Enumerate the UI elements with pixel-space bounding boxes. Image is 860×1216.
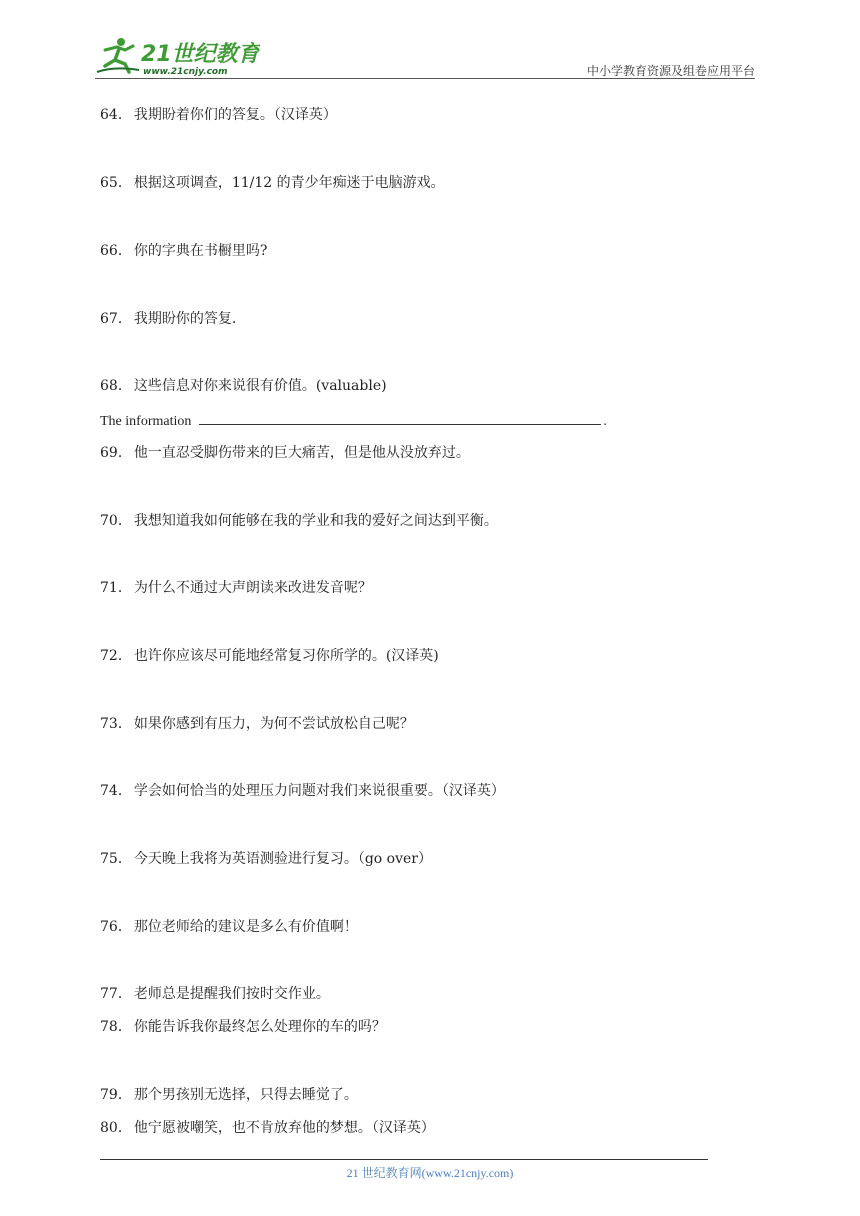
- question-72: 72． 也许你应该尽可能地经常复习你所学的。(汉译英): [100, 648, 439, 664]
- runner-icon: [97, 38, 139, 72]
- answer-blank[interactable]: [199, 410, 601, 425]
- question-74: 74． 学会如何恰当的处理压力问题对我们来说很重要。（汉译英）: [100, 783, 505, 799]
- question-76: 76． 那位老师给的建议是多么有价值啊！: [100, 919, 358, 935]
- answer-suffix: .: [603, 414, 607, 429]
- question-77: 77． 老师总是提醒我们按时交作业。: [100, 986, 330, 1002]
- header-divider: [95, 78, 755, 79]
- answer-prefix: The information: [100, 414, 192, 429]
- logo-21cnjy: [95, 36, 260, 78]
- question-79: 79． 那个男孩别无选择，只得去睡觉了。: [100, 1087, 358, 1103]
- question-66: 66． 你的字典在书橱里吗?: [100, 243, 268, 259]
- question-78: 78． 你能告诉我你最终怎么处理你的车的吗？: [100, 1019, 386, 1035]
- question-65: 65． 根据这项调查，11/12 的青少年痴迷于电脑游戏。: [100, 175, 445, 191]
- logo-url: www.21cnjy.com: [143, 67, 228, 77]
- question-75: 75． 今天晚上我将为英语测验进行复习。（go over）: [100, 851, 432, 867]
- question-70: 70． 我想知道我如何能够在我的学业和我的爱好之间达到平衡。: [100, 513, 498, 529]
- question-64: 64． 我期盼着你们的答复。（汉译英）: [100, 107, 337, 123]
- question-68: 68． 这些信息对你来说很有价值。(valuable): [100, 378, 387, 394]
- question-67: 67． 我期盼你的答复.: [100, 311, 237, 327]
- page-header: [95, 30, 755, 80]
- footer-divider: [100, 1159, 708, 1160]
- question-80: 80． 他宁愿被嘲笑，也不肯放弃他的梦想。（汉译英）: [100, 1120, 435, 1136]
- question-71: 71． 为什么不通过大声朗读来改进发音呢？: [100, 580, 372, 596]
- page-footer[interactable]: 21 世纪教育网(www.21cnjy.com): [346, 1166, 514, 1180]
- question-73: 73． 如果你感到有压力，为何不尝试放松自己呢？: [100, 716, 414, 732]
- platform-name: 中小学教育资源及组卷应用平台: [586, 64, 755, 78]
- answer-line-68: [100, 410, 607, 432]
- logo-text: 21世纪教育: [141, 42, 260, 67]
- question-69: 69． 他一直忍受脚伤带来的巨大痛苦，但是他从没放弃过。: [100, 445, 470, 461]
